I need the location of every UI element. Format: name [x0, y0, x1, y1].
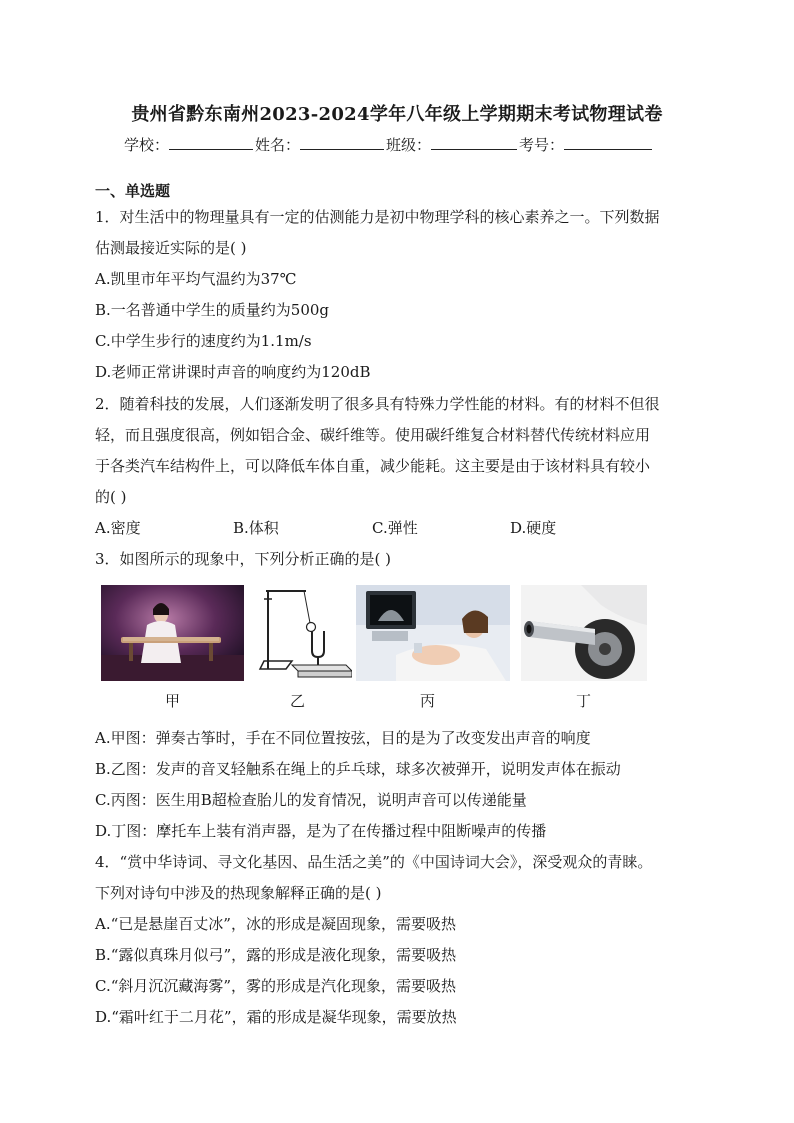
q4-stem-line1: 4．“赏中华诗词、寻文化基因、品生活之美”的《中国诗词大会》，深受观众的青睐。	[95, 853, 653, 871]
student-info-line	[124, 134, 684, 155]
q2-option-d[interactable]: D.硬度	[510, 519, 557, 537]
q1-option-c[interactable]: C.中学生步行的速度约为1.1m/s	[95, 332, 312, 350]
figure-tuning-fork-diagram	[256, 585, 352, 681]
class-blank[interactable]	[431, 135, 517, 150]
q2-stem-line1: 2．随着科技的发展，人们逐渐发明了很多具有特殊力学性能的材料。有的材料不但很	[95, 395, 660, 413]
q3-option-a[interactable]: A.甲图：弹奏古筝时，手在不同位置按弦，目的是为了改变发出声音的响度	[95, 729, 591, 747]
figure-muffler-photo	[521, 585, 647, 681]
name-blank[interactable]	[300, 135, 384, 150]
q3-option-d[interactable]: D.丁图：摩托车上装有消声器，是为了在传播过程中阻断噪声的传播	[95, 822, 547, 840]
q4-option-a[interactable]: A.“已是悬崖百丈冰”，冰的形成是凝固现象，需要吸热	[95, 915, 456, 933]
q1-option-a[interactable]: A.凯里市年平均气温约为37℃	[95, 270, 297, 288]
q1-stem-line2: 估测最接近实际的是( )	[95, 239, 247, 257]
q4-option-c[interactable]: C.“斜月沉沉藏海雾”，雾的形成是汽化现象，需要吸热	[95, 977, 457, 995]
section-heading: 一、单选题	[95, 182, 171, 200]
q2-stem-line4: 的( )	[95, 488, 127, 506]
class-label: 班级：	[386, 136, 432, 154]
school-blank[interactable]	[169, 135, 253, 150]
figure-label-ding: 丁	[576, 692, 592, 710]
q1-option-d[interactable]: D.老师正常讲课时声音的响度约为120dB	[95, 363, 371, 381]
school-label: 学校：	[124, 136, 170, 154]
name-label: 姓名：	[255, 136, 301, 154]
figure-ultrasound-photo	[356, 585, 510, 681]
figure-guzheng-photo	[101, 585, 244, 681]
q3-option-c[interactable]: C.丙图：医生用B超检查胎儿的发育情况，说明声音可以传递能量	[95, 791, 527, 809]
q2-option-b[interactable]: B.体积	[233, 519, 279, 537]
q3-option-b[interactable]: B.乙图：发声的音叉轻触系在绳上的乒乓球，球多次被弹开，说明发声体在振动	[95, 760, 621, 778]
q2-stem-line3: 于各类汽车结构件上，可以降低车体自重，减少能耗。这主要是由于该材料具有较小	[95, 457, 651, 475]
exam-no-label: 考号：	[519, 136, 565, 154]
q1-option-b[interactable]: B.一名普通中学生的质量约为500g	[95, 301, 330, 319]
q4-option-d[interactable]: D.“霜叶红于二月花”，霜的形成是凝华现象，需要放热	[95, 1008, 457, 1026]
q2-option-c[interactable]: C.弹性	[372, 519, 418, 537]
q3-stem-line1: 3．如图所示的现象中，下列分析正确的是( )	[95, 550, 392, 568]
exam-title: 贵州省黔东南州2023-2024学年八年级上学期期末考试物理试卷	[131, 104, 663, 125]
q4-option-b[interactable]: B.“露似真珠月似弓”，露的形成是液化现象，需要吸热	[95, 946, 457, 964]
exam-no-blank[interactable]	[564, 135, 652, 150]
figure-label-yi: 乙	[290, 692, 306, 710]
q4-stem-line2: 下列对诗句中涉及的热现象解释正确的是( )	[95, 884, 382, 902]
figure-label-jia: 甲	[165, 692, 181, 710]
q2-option-a[interactable]: A.密度	[95, 519, 141, 537]
figure-label-bing: 丙	[420, 692, 436, 710]
q2-stem-line2: 轻，而且强度很高，例如铝合金、碳纤维等。使用碳纤维复合材料替代传统材料应用	[95, 426, 651, 444]
q1-stem-line1: 1．对生活中的物理量具有一定的估测能力是初中物理学科的核心素养之一。下列数据	[95, 208, 660, 226]
